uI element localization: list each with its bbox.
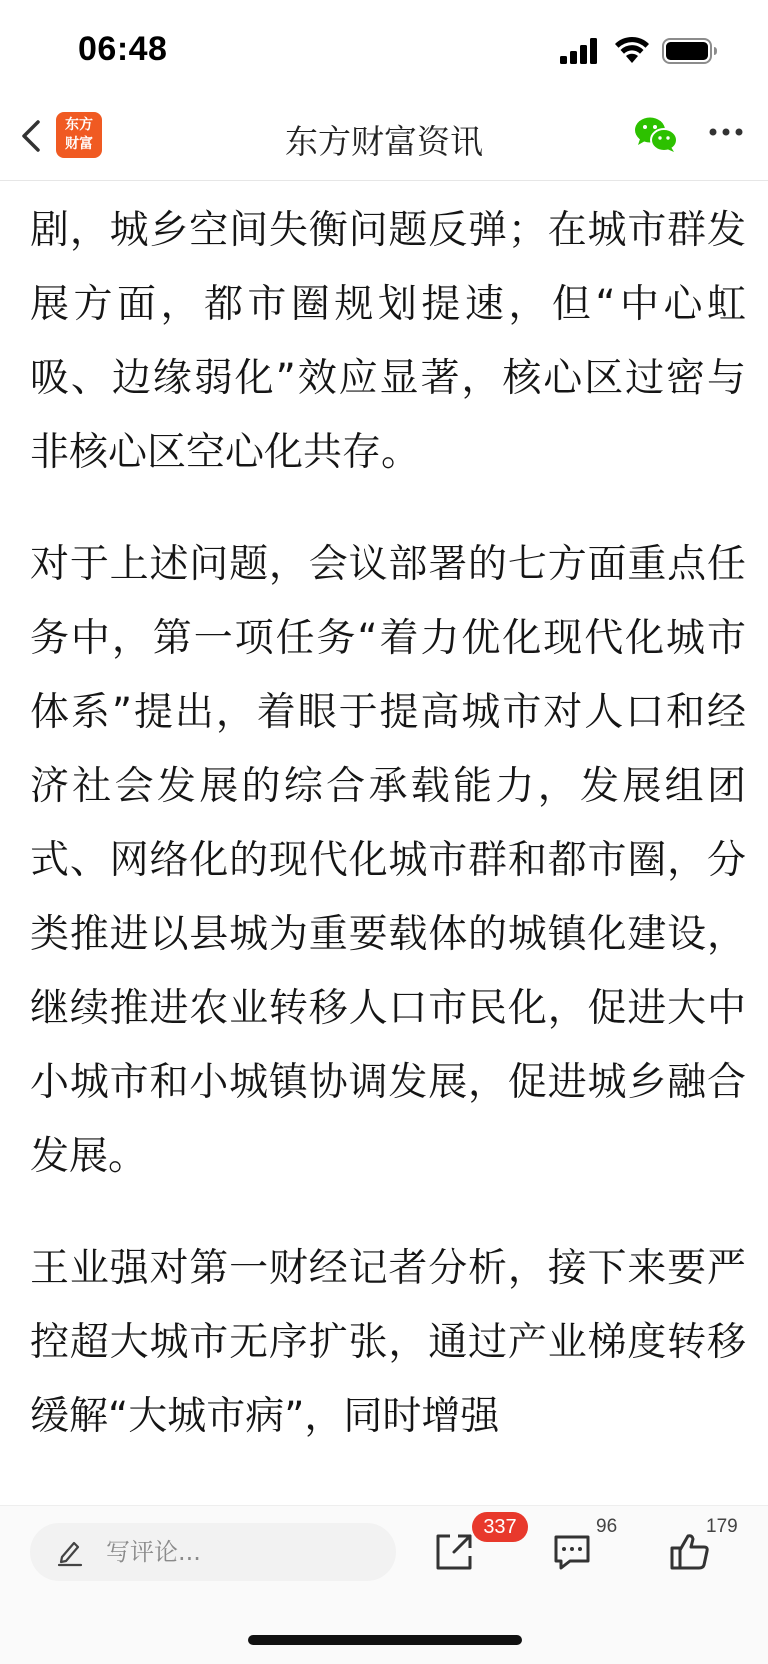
- status-time: 06:48: [78, 30, 168, 68]
- more-icon[interactable]: [708, 126, 744, 138]
- article-paragraph: 王业强对第一财经记者分析，接下来要严控超大城市无序扩张，通过产业梯度转移缓解“大城市病”，同时增强: [30, 1246, 746, 1439]
- home-indicator: [248, 1635, 522, 1645]
- article-body: [30, 180, 746, 1505]
- bottom-action-bar: [0, 1505, 768, 1664]
- likes-count: 179: [706, 1516, 738, 1537]
- nav-bar: [0, 96, 768, 181]
- wechat-icon[interactable]: [634, 116, 678, 154]
- status-bar: [0, 0, 768, 96]
- battery-icon: [662, 38, 718, 64]
- logo-text-line1: 东方: [65, 117, 93, 133]
- article-paragraph: 对于上述问题，会议部署的七方面重点任务中，第一项任务“着力优化现代化城市体系”提出，着眼于提高城市对人口和经济社会发展的综合承载能力，发展组团式、网络化的现代化城市群和都市圈，分类推进以县城为重要载体的城镇化建设，继续推进农业转移人口市民化，促进大中小城市和小城镇协调发展，促进城乡融合发展。: [30, 542, 746, 1179]
- comment-icon[interactable]: [550, 1530, 594, 1574]
- article-paragraph: 剧，城乡空间失衡问题反弹；在城市群发展方面，都市圈规划提速，但“中心虹吸、边缘弱化”效应显著，核心区过密与非核心区空心化共存。: [30, 208, 746, 475]
- share-count-badge: 337: [472, 1512, 528, 1542]
- share-icon[interactable]: [432, 1530, 476, 1574]
- comments-count: 96: [596, 1516, 618, 1537]
- comment-input[interactable]: [30, 1523, 396, 1581]
- logo-text-line2: 财富: [65, 136, 93, 152]
- wifi-icon: [614, 36, 650, 64]
- page-title: 东方财富资讯: [285, 122, 483, 161]
- signal-icon: [560, 38, 600, 64]
- comment-placeholder: 写评论...: [106, 1538, 201, 1566]
- pen-icon: [56, 1537, 84, 1567]
